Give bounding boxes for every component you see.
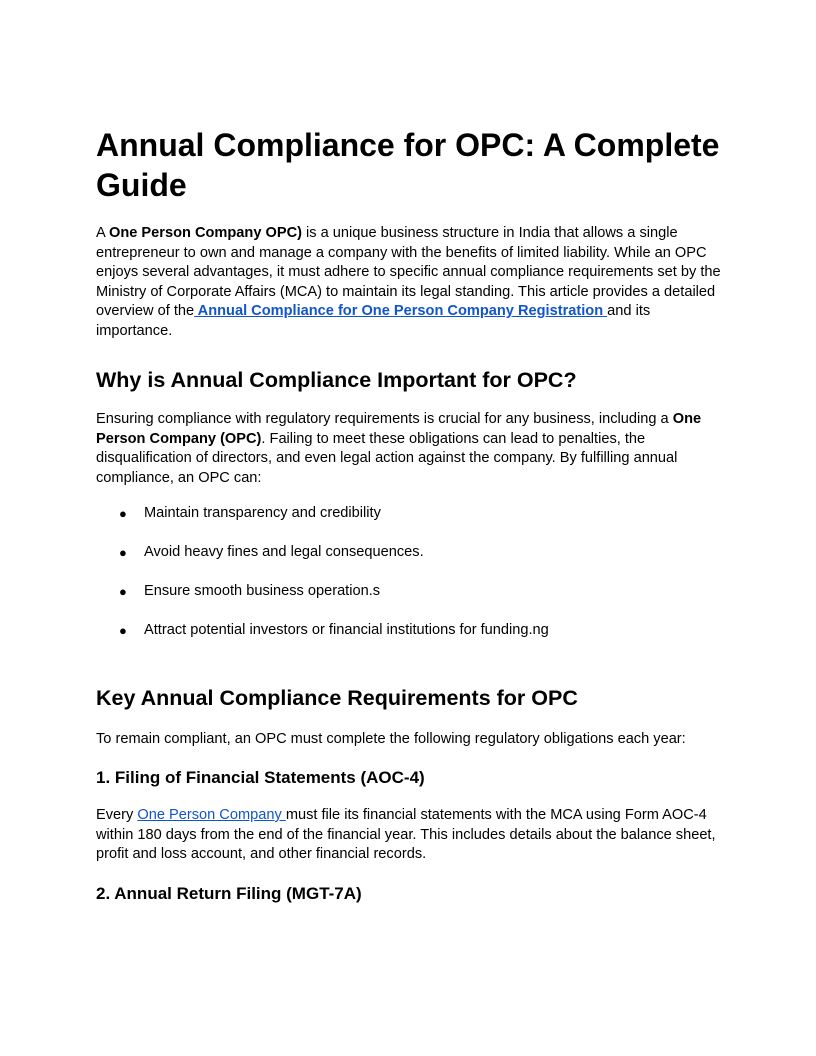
intro-prefix: A	[96, 225, 109, 241]
intro-text: is a unique business structure in India that allows a single entrepreneur to own and manage a company with the benefits of limited liability. While an OPC enjoys several advantages, it must adhere to specific annual compliance requirements set by the Ministry of Corporate Affairs (MCA) to maintain its legal standing. This article provides a detailed overview of the	[96, 225, 721, 319]
list-item-text: Maintain transparency and credibility	[144, 505, 381, 521]
list-item	[96, 621, 726, 660]
list-item	[96, 543, 726, 582]
intro-text-end: and its importance.	[96, 303, 651, 339]
list-item	[96, 582, 726, 621]
why-prefix: Ensuring compliance with regulatory requirements is crucial for any business, including a	[96, 411, 673, 427]
bullet-icon: ●	[119, 623, 127, 638]
one-person-company-link[interactable]: One Person Company	[137, 807, 286, 823]
list-item-text: Ensure smooth business operation.s	[144, 583, 381, 599]
bullet-icon: ●	[119, 545, 127, 560]
key-requirements-intro: To remain compliant, an OPC must complete the following regulatory obligations each year:	[96, 731, 686, 747]
key-requirements-heading: Key Annual Compliance Requirements for OPC	[96, 686, 578, 710]
bullet-icon: ●	[119, 584, 127, 599]
why-bold-term: One Person Company (OPC)	[96, 411, 702, 447]
page-title: Annual Compliance for OPC: A Complete Guide	[96, 127, 720, 203]
mgt7a-heading: 2. Annual Return Filing (MGT-7A)	[96, 884, 362, 903]
why-heading: Why is Annual Compliance Important for OPC?	[96, 368, 577, 392]
annual-compliance-link[interactable]: Annual Compliance for One Person Company Registration	[194, 303, 608, 319]
aoc4-text: must file its financial statements with the MCA using Form AOC-4 within 180 days from the end of the financial year. This includes details about the balance sheet, profit and loss account, and other financial records.	[96, 807, 716, 862]
benefits-list	[96, 504, 726, 660]
aoc4-heading: 1. Filing of Financial Statements (AOC-4)	[96, 768, 425, 787]
bullet-icon: ●	[119, 506, 127, 521]
why-text: . Failing to meet these obligations can lead to penalties, the disqualification of directors, and even legal action against the company. By fulfilling annual compliance, an OPC can:	[96, 430, 678, 486]
intro-bold-term: One Person Company OPC)	[108, 225, 302, 241]
why-paragraph	[96, 410, 726, 488]
aoc4-paragraph	[96, 806, 726, 865]
list-item-text: Avoid heavy fines and legal consequences.	[144, 544, 424, 560]
intro-paragraph	[96, 224, 726, 341]
list-item	[96, 504, 726, 543]
aoc4-prefix: Every	[96, 807, 138, 823]
list-item-text: Attract potential investors or financial institutions for funding.ng	[144, 622, 549, 638]
